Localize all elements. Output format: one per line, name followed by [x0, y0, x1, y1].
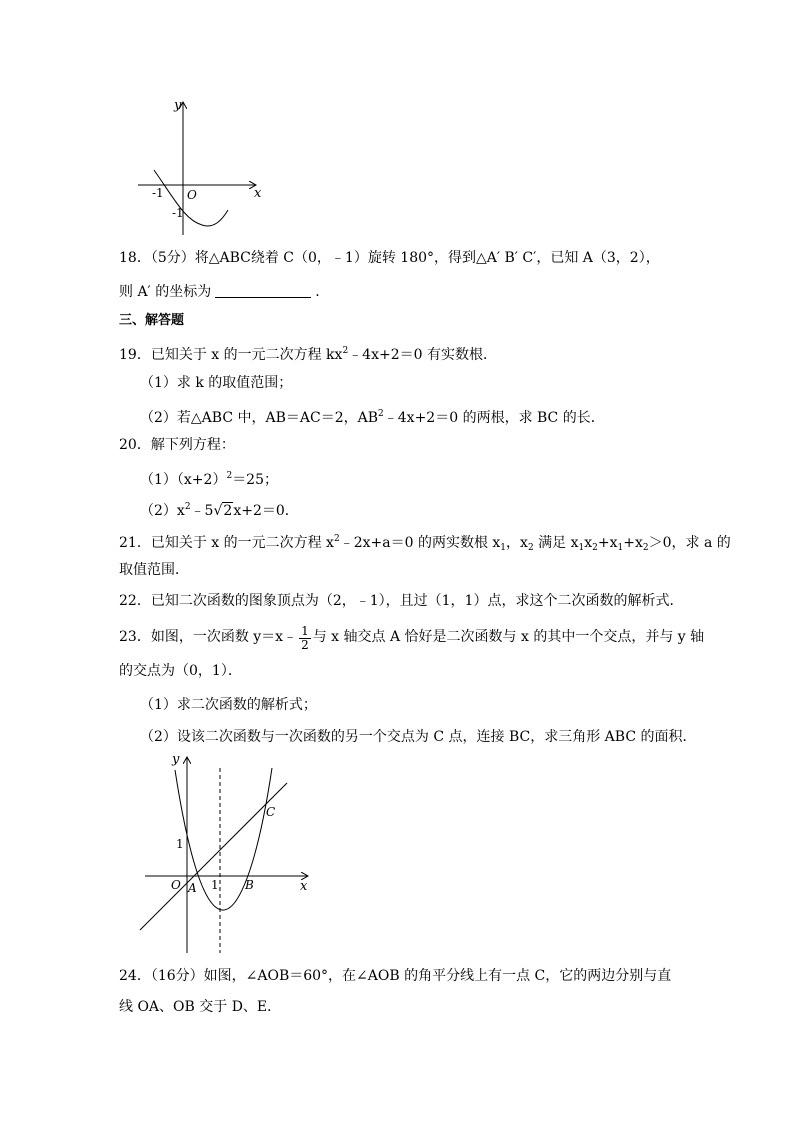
question-18-period: .: [315, 284, 320, 300]
question-23-line-2: 的交点为（0，1）．: [119, 663, 242, 679]
answer-blank: [215, 283, 311, 298]
q20-p2-sup: 2: [184, 502, 191, 512]
q21-text-h: ＞0，求 a 的: [648, 535, 731, 551]
q19-p2-text-a: （2）若△ABC 中，AB＝AC＝2，AB: [140, 410, 379, 426]
q21-text-d: 满足 x: [533, 535, 579, 551]
fraction-one-half: [299, 625, 311, 652]
question-19-part-1: （1）求 k 的取值范围；: [140, 375, 293, 391]
q21-text-b: ﹣2x+a＝0 的两实数根 x: [339, 535, 501, 551]
section-header-solutions: 三、解答题: [119, 313, 185, 328]
fraction-denominator: 2: [301, 638, 309, 652]
q19-stem-sup: 2: [342, 346, 349, 356]
q21-sup: 2: [333, 534, 340, 544]
question-19-stem: [119, 341, 497, 365]
q21-sub-5: 1: [617, 543, 624, 553]
origin-label: O: [187, 188, 197, 202]
q21-text-e: x: [584, 535, 593, 551]
q19-stem-text-a: 19．已知关于 x 的一元二次方程 kx: [119, 347, 343, 363]
q20-p2-text-b: ﹣5: [190, 503, 214, 519]
point-c-label: C: [266, 805, 276, 819]
y-axis-label: y: [172, 752, 180, 767]
question-20-part-2: [140, 497, 299, 521]
y-axis-label: y: [174, 98, 182, 113]
q21-text-g: +x: [623, 535, 643, 551]
q21-sub-4: 2: [592, 543, 598, 553]
question-23-part-1: （1）求二次函数的解析式；: [140, 697, 317, 713]
q19-p2-sup: 2: [378, 409, 384, 419]
tick-label-neg1-y: -1: [172, 206, 184, 220]
tick-label-neg1-x: -1: [152, 186, 164, 200]
tick-label-1-x: 1: [211, 878, 219, 892]
origin-label: O: [171, 878, 181, 892]
q21-text-c: ，x: [506, 535, 528, 551]
q20-p1-text-a: （1）（x+2）: [140, 472, 227, 488]
q20-p2-text-c: x+2＝0．: [233, 503, 299, 519]
question-18-line-1: 18．（5分）将△ABC绕着 C（0，﹣1）旋转 180°，得到△A′ B′ C′，已知 A（3，2），: [119, 250, 660, 266]
q21-text-f: +x: [597, 535, 618, 551]
point-a-label: A: [188, 881, 197, 895]
q23-text-b: 与 x 轴交点 A 恰好是二次函数与 x 的其中一个交点，并与 y 轴: [312, 629, 705, 645]
question-24-line-1: 24．（16分）如图，∠AOB＝60°，在∠AOB 的角平分线上有一点 C，它的两边分别与直: [119, 968, 672, 984]
x-axis-label: x: [300, 879, 308, 894]
q23-text-a: 23．如图，一次函数 y＝x﹣: [119, 629, 298, 645]
q21-sub-1: 1: [500, 543, 507, 553]
q20-p2-text-a: （2）x: [140, 503, 185, 519]
question-20-stem: 20．解下列方程：: [119, 437, 235, 453]
question-21-line-2: 取值范围．: [119, 562, 189, 578]
linear-function-line: [140, 783, 287, 930]
question-18-prompt: 则 A′ 的坐标为: [119, 284, 212, 300]
question-21-line-1: [119, 529, 731, 558]
question-23-line-1: [119, 625, 704, 652]
question-22: 22．已知二次函数的图象顶点为（2，﹣1），且过（1，1）点，求这个二次函数的解析式．: [119, 593, 684, 609]
q20-p1-sup: 2: [226, 471, 233, 481]
q19-p2-text-b: ﹣4x+2＝0 的两根，求 BC 的长．: [383, 410, 605, 426]
question-24-line-2: 线 OA、OB 交于 D、E．: [119, 999, 282, 1015]
fraction-numerator: 1: [301, 624, 309, 638]
x-axis-label: x: [254, 186, 262, 201]
sqrt-radicand: 2: [223, 503, 233, 519]
question-23-part-2: （2）设该二次函数与一次函数的另一个交点为 C 点，连接 BC，求三角形 ABC 的面积．: [140, 729, 697, 745]
tick-label-1-y: 1: [176, 837, 184, 851]
q21-sub-3: 1: [578, 543, 585, 553]
point-b-label: B: [245, 878, 254, 892]
q21-sub-2: 2: [527, 543, 534, 553]
q21-text-a: 21．已知关于 x 的一元二次方程 x: [119, 535, 334, 551]
figure-2-parabola-line-graph: [135, 748, 320, 958]
q19-stem-text-b: ﹣4x+2＝0 有实数根．: [348, 347, 497, 363]
question-19-part-2: [140, 404, 605, 428]
q21-sub-6: 2: [642, 543, 649, 553]
sqrt-sign: √: [213, 503, 223, 519]
question-18-line-2: [119, 282, 320, 302]
figure-1-parabola-graph: [130, 95, 270, 240]
q20-p1-text-b: ＝25；: [232, 472, 279, 488]
question-20-part-1: [140, 466, 278, 490]
